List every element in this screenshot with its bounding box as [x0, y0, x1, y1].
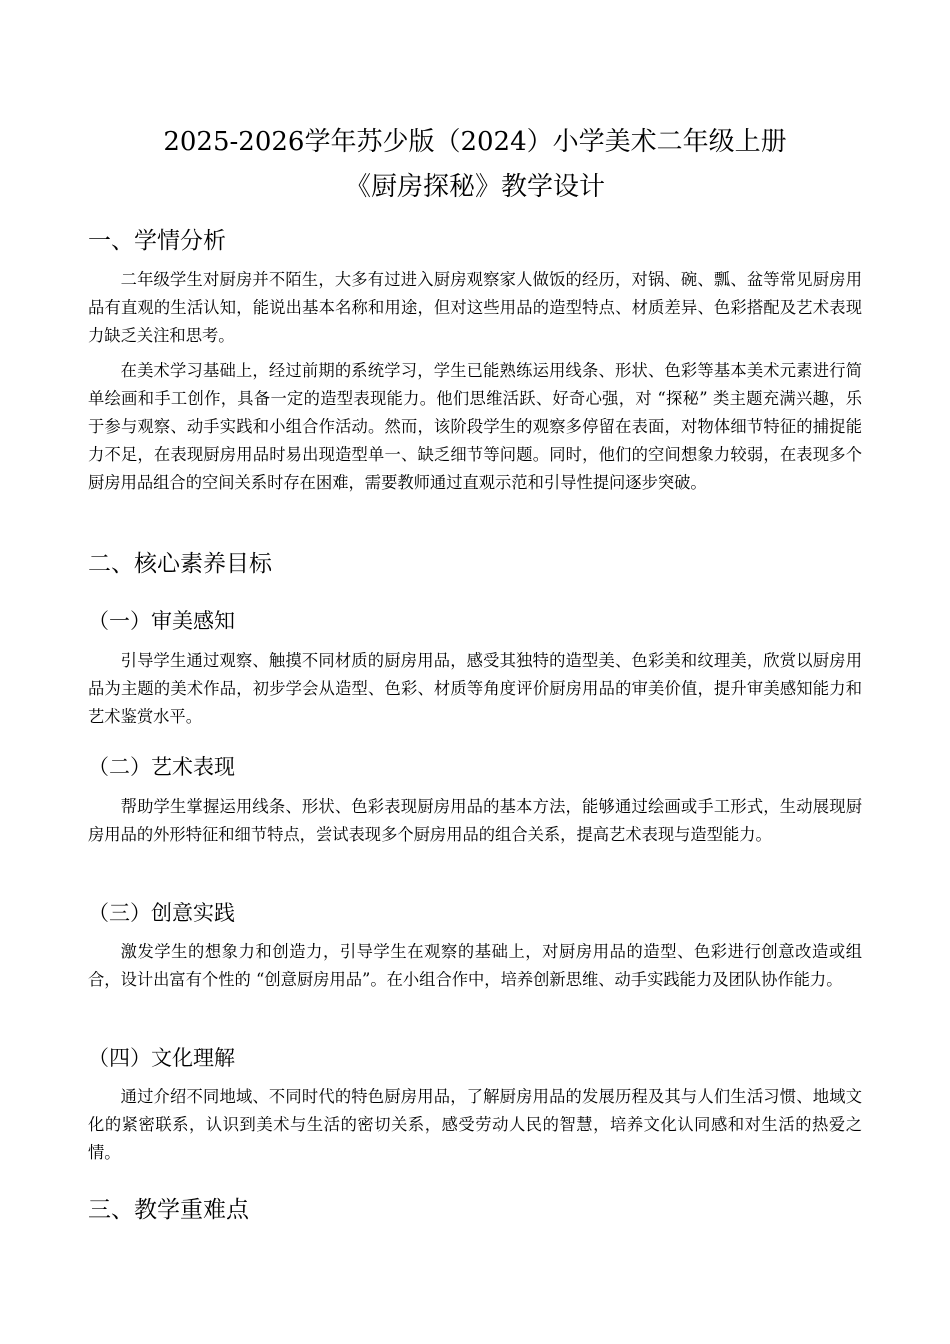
- subsection-heading-aesthetic-perception: （一）审美感知: [88, 609, 235, 633]
- subsection-heading-creative-practice: （三）创意实践: [88, 901, 235, 925]
- learner-analysis-paragraph-2: 在美术学习基础上，经过前期的系统学习，学生已能熟练运用线条、形状、色彩等基本美术元素进行简单绘画和手工创作，具备一定的造型表现能力。他们思维活跃、好奇心强，对 “探秘” 类主题充满兴趣，乐于参与观察、动手实践和小组合作活动。然而，该阶段学生的观察多停留在表面，对物体细节特征的捕捉能力不足，在表现厨房用品时易出现造型单一、缺乏细节等问题。同时，他们的空间想象力较弱，在表现多个厨房用品组合的空间关系时存在困难，需要教师通过直观示范和引导性提问逐步突破。: [88, 361, 862, 492]
- subsection-heading-cultural-understanding: （四）文化理解: [88, 1046, 235, 1070]
- aesthetic-perception-paragraph: 引导学生通过观察、触摸不同材质的厨房用品，感受其独特的造型美、色彩美和纹理美，欣赏以厨房用品为主题的美术作品，初步学会从造型、色彩、材质等角度评价厨房用品的审美价值，提升审美感知能力和艺术鉴赏水平。: [88, 651, 862, 726]
- artistic-expression-paragraph: 帮助学生掌握运用线条、形状、色彩表现厨房用品的基本方法，能够通过绘画或手工形式，生动展现厨房用品的外形特征和细节特点，尝试表现多个厨房用品的组合关系，提高艺术表现与造型能力。: [88, 797, 862, 844]
- cultural-understanding-paragraph: 通过介绍不同地域、不同时代的特色厨房用品，了解厨房用品的发展历程及其与人们生活习惯、地域文化的紧密联系，认识到美术与生活的密切关系，感受劳动人民的智慧，培养文化认同感和对生活的热爱之情。: [88, 1087, 862, 1162]
- creative-practice-paragraph: 激发学生的想象力和创造力，引导学生在观察的基础上，对厨房用品的造型、色彩进行创意改造或组合，设计出富有个性的 “创意厨房用品”。在小组合作中，培养创新思维、动手实践能力及团队协作能力。: [88, 942, 862, 989]
- learner-analysis-paragraph-1: 二年级学生对厨房并不陌生，大多有过进入厨房观察家人做饭的经历，对锅、碗、瓢、盆等常见厨房用品有直观的生活认知，能说出基本名称和用途，但对这些用品的造型特点、材质差异、色彩搭配及艺术表现力缺乏关注和思考。: [88, 270, 862, 345]
- document-title-line-2: 《厨房探秘》教学设计: [344, 172, 605, 202]
- document-title-line-1: 2025-2026学年苏少版（2024）小学美术二年级上册: [163, 127, 787, 157]
- subsection-heading-artistic-expression: （二）艺术表现: [88, 755, 235, 779]
- section-heading-core-literacy-goals: 二、核心素养目标: [88, 551, 272, 577]
- section-heading-learner-analysis: 一、学情分析: [88, 228, 226, 254]
- section-heading-key-difficulties: 三、教学重难点: [88, 1197, 249, 1223]
